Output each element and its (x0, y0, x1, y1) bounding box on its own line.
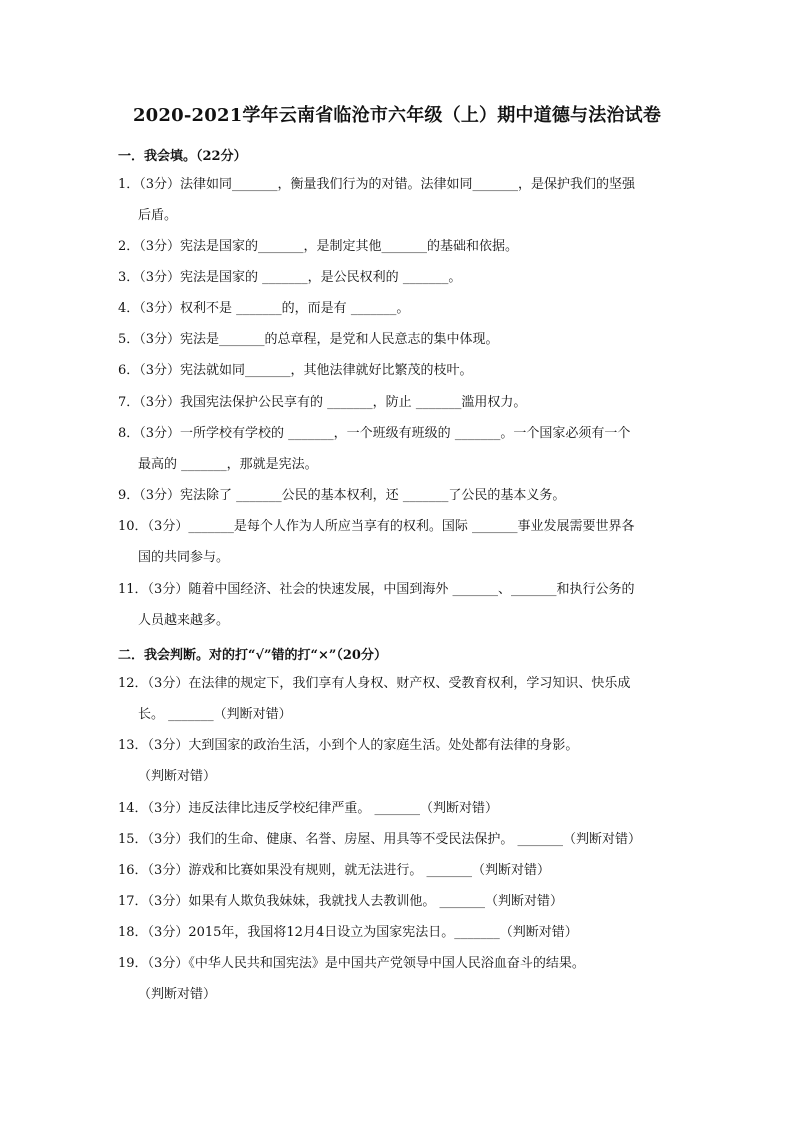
question-number: 13． (118, 738, 148, 753)
question-number: 4． (118, 301, 140, 316)
question-number: 10． (118, 519, 148, 534)
page-title: 2020-2021学年云南省临沧市六年级（上）期中道德与法治试卷 (132, 105, 662, 126)
question-text: （3分）法律如同_______，衡量我们行为的对错。法律如同_______，是保护我们的坚强 (139, 177, 636, 192)
question-text: （3分）宪法是国家的 _______，是公民权利的 _______。 (139, 270, 462, 285)
question-text-cont: 长。 _______（判断对错） (138, 707, 292, 722)
question-3 (118, 262, 678, 293)
question-15 (118, 824, 678, 855)
question-text: （3分）我们的生命、健康、名誉、房屋、用具等不受民法保护。 _______（判断对错） (147, 832, 641, 847)
question-9 (118, 480, 678, 511)
question-number: 8． (118, 426, 140, 441)
question-11 (118, 574, 678, 636)
question-text: （3分）如果有人欺负我妹妹，我就找人去教训他。 _______（判断对错） (147, 894, 563, 909)
question-text: （3分）随着中国经济、社会的快速发展，中国到海外 _______、_______和执行公务的 (147, 582, 635, 597)
question-13 (118, 730, 678, 792)
question-number: 5． (118, 332, 140, 347)
question-text: （3分）宪法就如同_______，其他法律就好比繁茂的枝叶。 (139, 363, 473, 378)
question-16 (118, 855, 678, 886)
question-text: （3分）_______是每个人作为人所应当享有的权利。国际 _______事业发展需要世界各 (147, 519, 635, 534)
question-text-cont: （判断对错） (138, 769, 217, 784)
question-number: 19． (118, 956, 148, 971)
question-number: 15． (118, 832, 148, 847)
question-number: 9． (118, 488, 140, 503)
question-7 (118, 387, 678, 418)
question-number: 1． (118, 177, 140, 192)
question-text: （3分）我国宪法保护公民享有的 _______，防止 _______滥用权力。 (139, 395, 527, 410)
question-1 (118, 169, 678, 231)
section-heading-judge: 二．我会判断。对的打“√”错的打“×”（20分） (118, 648, 387, 663)
question-number: 14． (118, 801, 148, 816)
question-text: （3分）《中华人民共和国宪法》是中国共产党领导中国人民浴血奋斗的结果。 (147, 956, 585, 971)
question-5 (118, 324, 678, 355)
question-text: （3分）宪法是_______的总章程，是党和人民意志的集中体现。 (139, 332, 499, 347)
question-text: （3分）违反法律比违反学校纪律严重。 _______（判断对错） (147, 801, 498, 816)
question-10 (118, 511, 678, 573)
question-text-cont: （判断对错） (138, 987, 217, 1002)
question-text: （3分）在法律的规定下，我们享有人身权、财产权、受教育权利，学习知识、快乐成 (147, 676, 631, 691)
question-text: （3分）宪法除了 _______公民的基本权利，还 _______了公民的基本义务。 (139, 488, 566, 503)
question-number: 2． (118, 239, 140, 254)
question-number: 11． (118, 582, 148, 597)
question-text: （3分）宪法是国家的_______，是制定其他_______的基础和依据。 (139, 239, 519, 254)
question-8 (118, 418, 678, 480)
section-heading-fill: 一．我会填。（22分） (118, 149, 247, 164)
question-text: （3分）游戏和比赛如果没有规则，就无法进行。 _______（判断对错） (147, 863, 550, 878)
question-number: 12． (118, 676, 148, 691)
question-text-cont: 人员越来越多。 (138, 613, 230, 628)
question-19 (118, 948, 678, 1010)
question-17 (118, 886, 678, 917)
question-4 (118, 293, 678, 324)
question-14 (118, 793, 678, 824)
question-number: 16． (118, 863, 148, 878)
question-number: 3． (118, 270, 140, 285)
question-number: 17． (118, 894, 148, 909)
question-text: （3分）一所学校有学校的 _______，一个班级有班级的 _______。一个国家必须有一个 (139, 426, 631, 441)
question-12 (118, 668, 678, 730)
question-text: （3分）大到国家的政治生活，小到个人的家庭生活。处处都有法律的身影。 (147, 738, 579, 753)
question-text-cont: 最高的 _______，那就是宪法。 (138, 457, 318, 472)
question-number: 6． (118, 363, 140, 378)
question-number: 18． (118, 925, 148, 940)
question-6 (118, 355, 678, 386)
question-text: （3分）权利不是 _______的，而是有 _______。 (139, 301, 410, 316)
question-text-cont: 后盾。 (138, 208, 178, 223)
question-text-cont: 国的共同参与。 (138, 550, 230, 565)
question-18 (118, 917, 678, 948)
question-2 (118, 231, 678, 262)
question-number: 7． (118, 395, 140, 410)
question-text: （3分）2015年，我国将12月4日设立为国家宪法日。_______（判断对错） (147, 925, 578, 940)
